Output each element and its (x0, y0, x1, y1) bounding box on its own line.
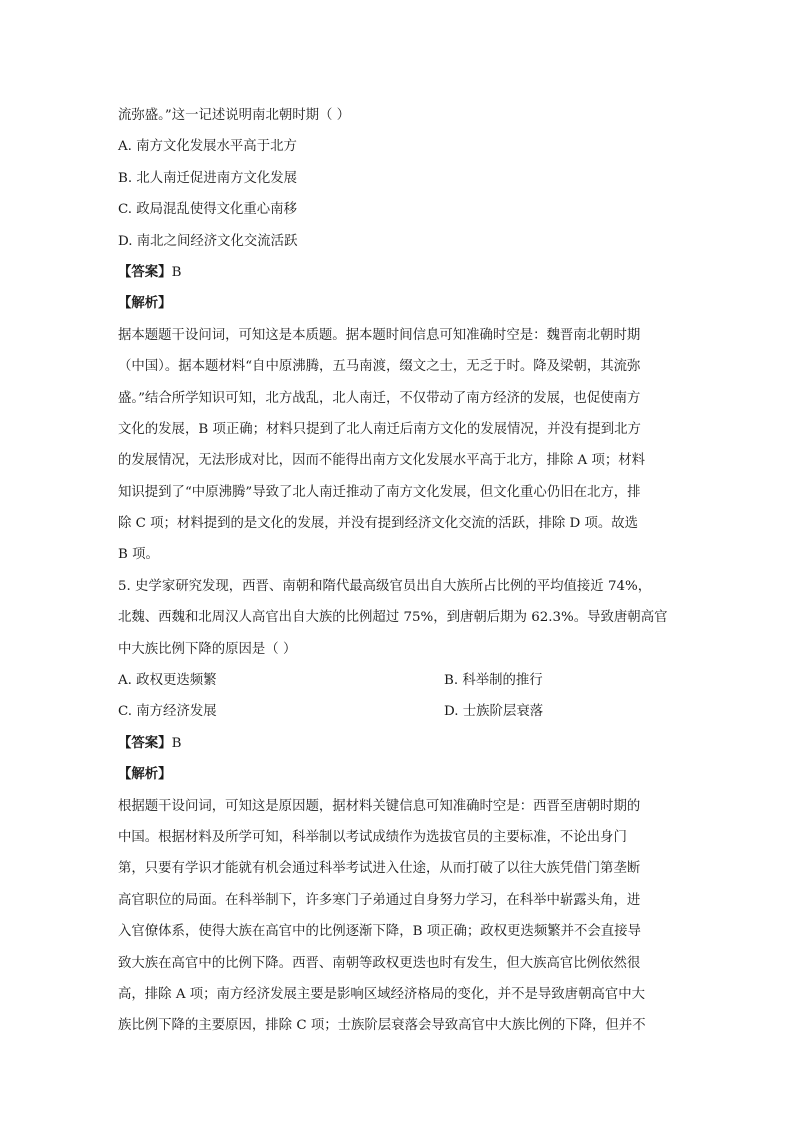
q4-analysis-line: 盛。”结合所学知识可知，北方战乱，北人南迁，不仅带动了南方经济的发展，也促使南方 (118, 390, 641, 406)
q5-option-c: C. 南方经济发展 (118, 704, 217, 720)
q5-analysis-line: 第，只要有学识才能就有机会通过科举考试进入仕途，从而打破了以往大族凭借门第垄断 (118, 861, 641, 877)
q5-answer-value: B (171, 735, 182, 751)
q4-analysis-line: 知识提到了“中原沸腾”导致了北人南迁推动了南方文化发展，但文化重心仍旧在北方，排 (118, 484, 641, 500)
q4-analysis-line: 据本题题干设问词，可知这是本质题。据本题时间信息可知准确时空是：魏晋南北朝时期 (118, 327, 641, 343)
q5-analysis-line: 入官僚体系，使得大族在高官中的比例逐渐下降，B 项正确；政权更迭频繁并不会直接导 (118, 924, 641, 940)
q5-analysis-line: 中国。根据材料及所学可知，科举制以考试成绩作为选拔官员的主要标准，不论出身门 (118, 829, 627, 845)
q5-analysis-tag: 【解析】 (118, 766, 172, 783)
q4-analysis-line: B 项。 (118, 547, 159, 563)
document-page (118, 100, 678, 1042)
q5-answer (118, 728, 678, 759)
q5-option-b: B. 科举制的推行 (444, 673, 543, 689)
q4-analysis-line: 文化的发展，B 项正确；材料只提到了北人南迁后南方文化的发展情况，并没有提到北方 (118, 421, 641, 437)
q4-analysis-tag: 【解析】 (118, 295, 172, 312)
q4-option-c: C. 政局混乱使得文化重心南移 (118, 202, 297, 218)
q5-option-d: D. 士族阶层衰落 (444, 704, 544, 720)
q4-answer-value: B (171, 264, 182, 280)
q4-answer-tag: 【答案】 (118, 263, 172, 280)
q4-option-a: A. 南方文化发展水平高于北方 (118, 139, 297, 155)
q5-stem-line: 北魏、西魏和北周汉人高官出自大族的比例超过 75%，到唐朝后期为 62.3%。导致唐朝高官 (118, 610, 668, 626)
q5-analysis-line: 致大族在高官中的比例下降。西晋、南朝等政权更迭也时有发生，但大族高官比例依然很 (118, 955, 641, 971)
q4-analysis-line: （中国）。据本题材料“自中原沸腾，五马南渡，缀文之士，无乏于时。降及梁朝，其流弥 (118, 359, 641, 375)
q5-analysis-line: 根据题干设问词，可知这是原因题，据材料关键信息可知准确时空是：西晋至唐朝时期的 (118, 798, 641, 814)
q4-answer (118, 257, 678, 288)
q5-stem-line: 中大族比例下降的原因是（ ） (118, 641, 297, 657)
q5-analysis-line: 高官职位的局面。在科举制下，许多寒门子弟通过自身努力学习，在科举中崭露头角，进 (118, 892, 641, 908)
q5-option-a: A. 政权更迭频繁 (118, 673, 217, 689)
q5-answer-tag: 【答案】 (118, 734, 172, 751)
q5-options-row (118, 696, 678, 727)
q5-analysis-line: 族比例下降的主要原因，排除 C 项；士族阶层衰落会导致高官中大族比例的下降，但并不 (118, 1018, 646, 1034)
q4-analysis-line: 的发展情况，无法形成对比，因而不能得出南方文化发展水平高于北方，排除 A 项；材料 (118, 453, 646, 469)
q4-option-b: B. 北人南迁促进南方文化发展 (118, 170, 298, 186)
q5-analysis-line: 高，排除 A 项；南方经济发展主要是影响区域经济格局的变化，并不是导致唐朝高官中大 (118, 986, 646, 1002)
q4-analysis-line: 除 C 项；材料提到的是文化的发展，并没有提到经济文化交流的活跃，排除 D 项。故选 (118, 516, 639, 532)
q4-stem-end: 流弥盛。”这一记述说明南北朝时期（ ） (118, 108, 351, 123)
q5-stem-line: 5. 史学家研究发现，西晋、南朝和隋代最高级官员出自大族所占比例的平均值接近 74%， (118, 578, 652, 594)
q4-option-d: D. 南北之间经济文化交流活跃 (118, 233, 298, 249)
q5-options-row (118, 665, 678, 696)
